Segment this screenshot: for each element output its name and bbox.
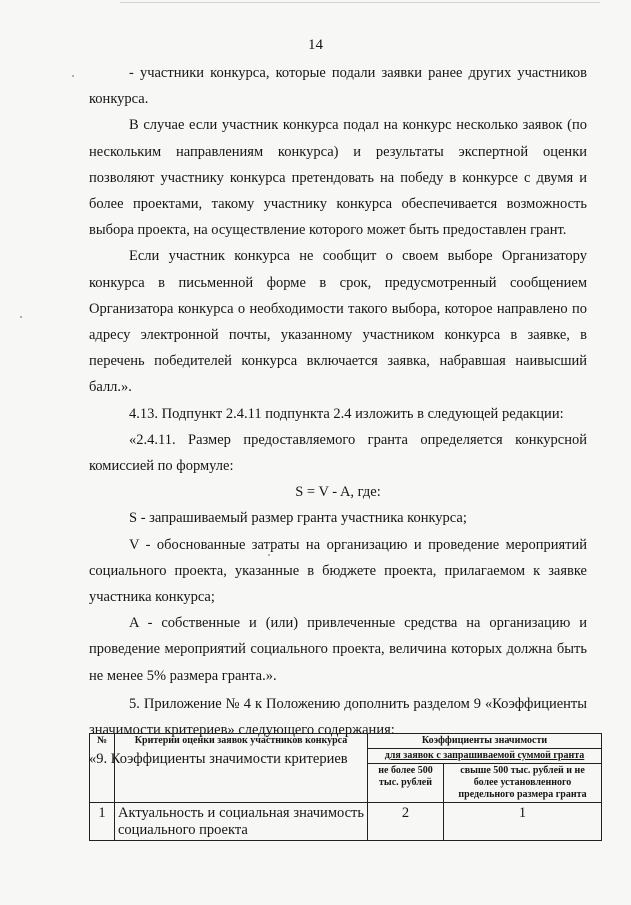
formula: S = V - A, где: [295, 484, 381, 501]
table-header-up-to-500: не более 500 тыс. рублей [368, 764, 444, 803]
paragraph-4: 4.13. Подпункт 2.4.11 подпункта 2.4 изложить в следующей редакции: [129, 405, 564, 422]
row-coef-up-to-500: 2 [368, 803, 444, 841]
definition-v: V - обоснованные затраты на организацию и проведение мероприятий социального проекта, указанные в бюджете проекта, прилагаемом к заявке участника конкурса; [89, 536, 587, 606]
coefficients-table [89, 733, 602, 841]
paragraph-2: В случае если участник конкурса подал на конкурс несколько заявок (по нескольким направлениям конкурса) и результаты экспертной оценки позволяют участнику конкурса претендовать на победу в конкурсе с двумя и более проектами, такому участнику конкурса обеспечивается возможность выбора проекта, на осуществление которого может быть предоставлен грант. [89, 117, 587, 239]
scan-edge-line [120, 2, 600, 3]
row-coef-over-500: 1 [444, 803, 602, 841]
table-row [90, 803, 602, 841]
paragraph-3: Если участник конкурса не сообщит о своем выборе Организатору конкурса в письменной форме в срок, предусмотренный сообщением Организатора конкурса о необходимости такого выбора, которое направлено по адресу электронной почты, указанному участником конкурса в заявке, в перечень победителей конкурса включается заявка, набравшая наивысший балл.». [89, 248, 587, 396]
scan-speck [72, 75, 74, 77]
row-criterion: Актуальность и социальная значимость социального проекта [115, 803, 368, 841]
definition-s: S - запрашиваемый размер гранта участника конкурса; [129, 510, 467, 527]
table-header-coefficients: Коэффициенты значимости [368, 734, 602, 749]
paragraph-1: - участники конкурса, которые подали заявки ранее других участников конкурса. [89, 65, 587, 108]
table-header-number: № [90, 734, 115, 803]
paragraph-5: «2.4.11. Размер предоставляемого гранта определяется конкурсной комиссией по формуле: [89, 431, 587, 475]
table-header-criteria: Критерии оценки заявок участников конкурса [115, 734, 368, 803]
document-body [89, 60, 587, 772]
table-header-for-applications: для заявок с запрашиваемой суммой гранта [368, 749, 602, 764]
paragraph-6: 5. Приложение № 4 к Положению дополнить разделом 9 «Коэффициенты значимости критериев» следующего содержания: [89, 695, 587, 739]
table-header-over-500: свыше 500 тыс. рублей и не более установленного предельного размера гранта [444, 764, 602, 803]
scan-speck [268, 554, 270, 556]
definition-a: A - собственные и (или) привлеченные средства на организацию и проведение мероприятий социального проекта, величина которых должна быть не менее 5% размера гранта.». [89, 615, 587, 684]
page-number: 14 [308, 37, 323, 53]
scan-speck [20, 316, 22, 318]
section-9-heading: «9. Коэффициенты значимости критериев [89, 751, 348, 768]
row-number: 1 [90, 803, 115, 841]
